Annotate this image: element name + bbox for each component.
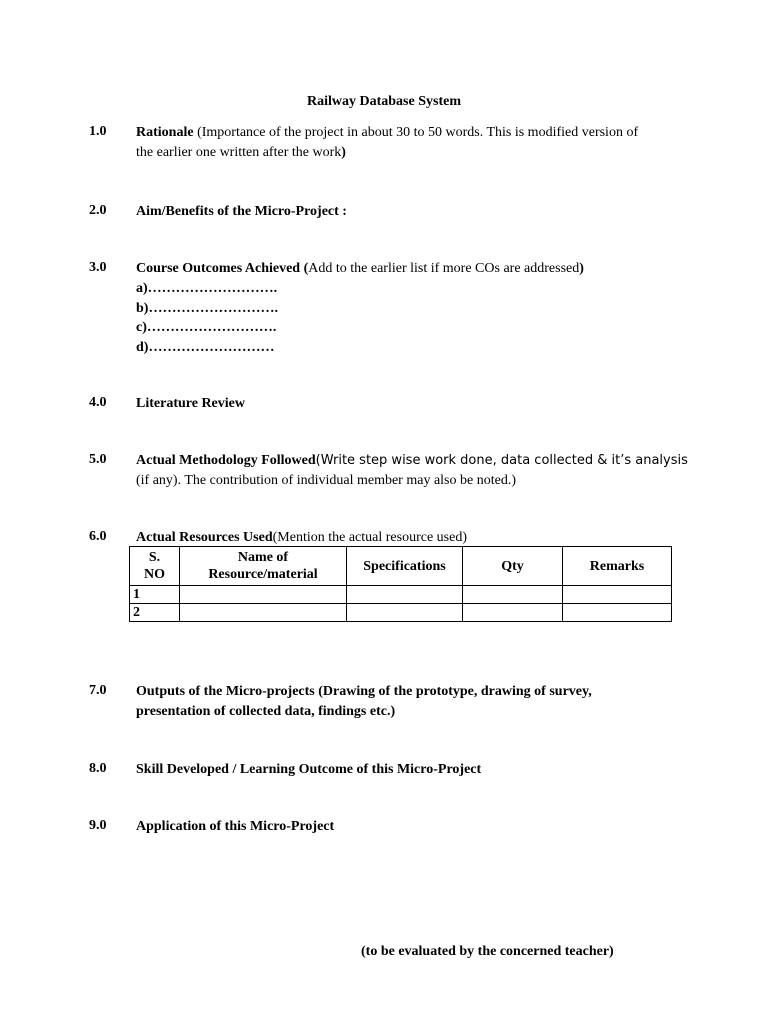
resources-table <box>129 546 672 622</box>
column-header-remarks: Remarks <box>563 547 672 586</box>
column-header-specifications: Specifications <box>347 547 463 586</box>
table-cell <box>347 604 463 622</box>
section-description: (Importance of the project in about 30 to 50 words. This is modified version of <box>193 125 639 140</box>
section-heading: Outputs of the Micro-projects (Drawing of the prototype, drawing of survey, <box>136 684 592 699</box>
outcome-list <box>136 279 278 357</box>
section-course-outcomes <box>136 259 584 279</box>
section-aim-heading: Aim/Benefits of the Micro-Project : <box>136 204 347 219</box>
outcome-item-b: b)………………………. <box>136 300 278 316</box>
outcome-item-a: a)………………………. <box>136 281 278 296</box>
section-description-continued: the earlier one written after the work <box>136 145 342 160</box>
table-cell <box>180 586 347 604</box>
section-number-8: 8.0 <box>89 761 107 776</box>
column-header-sno: S. NO <box>130 547 180 586</box>
section-description-continued: (if any). The contribution of individual member may also be noted.) <box>136 473 516 488</box>
section-number-9: 9.0 <box>89 818 107 833</box>
section-number-3: 3.0 <box>89 260 107 275</box>
open-paren: ( <box>300 261 309 276</box>
outcome-item-d: d)……………………… <box>136 339 275 355</box>
section-number-7: 7.0 <box>89 683 107 698</box>
section-description: (Write step wise work done, data collected & it’s analysis <box>315 453 688 468</box>
section-heading: Actual Methodology Followed <box>136 453 316 468</box>
table-header-row <box>130 547 672 586</box>
table-row <box>130 604 672 622</box>
outcome-item-c: c)………………………. <box>136 320 277 335</box>
table-cell <box>347 586 463 604</box>
section-heading: Actual Resources Used <box>136 530 273 545</box>
table-cell-sno: 2 <box>130 604 180 622</box>
section-skill-heading: Skill Developed / Learning Outcome of this Micro-Project <box>136 762 482 777</box>
closing-paren: ) <box>579 261 584 276</box>
table-cell <box>563 586 672 604</box>
section-number-1: 1.0 <box>89 124 107 139</box>
closing-paren: ) <box>341 145 346 160</box>
section-rationale <box>136 123 638 163</box>
table-row <box>130 586 672 604</box>
section-number-4: 4.0 <box>89 395 107 410</box>
section-number-6: 6.0 <box>89 529 107 544</box>
table-cell-sno: 1 <box>130 586 180 604</box>
section-heading-continued: presentation of collected data, findings etc.) <box>136 704 396 719</box>
table-cell <box>180 604 347 622</box>
section-heading: Course Outcomes Achieved <box>136 261 301 276</box>
section-resources <box>136 528 467 548</box>
evaluation-note: (to be evaluated by the concerned teacher) <box>361 944 614 959</box>
column-header-qty: Qty <box>463 547 563 586</box>
section-number-2: 2.0 <box>89 203 107 218</box>
section-methodology <box>136 451 688 491</box>
table-cell <box>463 586 563 604</box>
section-number-5: 5.0 <box>89 452 107 467</box>
section-heading: Rationale <box>136 125 194 140</box>
section-description: Add to the earlier list if more COs are addressed <box>308 261 580 276</box>
section-application-heading: Application of this Micro-Project <box>136 819 335 834</box>
column-header-resource: Name of Resource/material <box>180 547 347 586</box>
table-cell <box>563 604 672 622</box>
section-outputs <box>136 682 592 722</box>
section-literature-heading: Literature Review <box>136 396 245 411</box>
section-description: (Mention the actual resource used) <box>272 530 467 545</box>
table-cell <box>463 604 563 622</box>
document-title: Railway Database System <box>307 94 461 109</box>
